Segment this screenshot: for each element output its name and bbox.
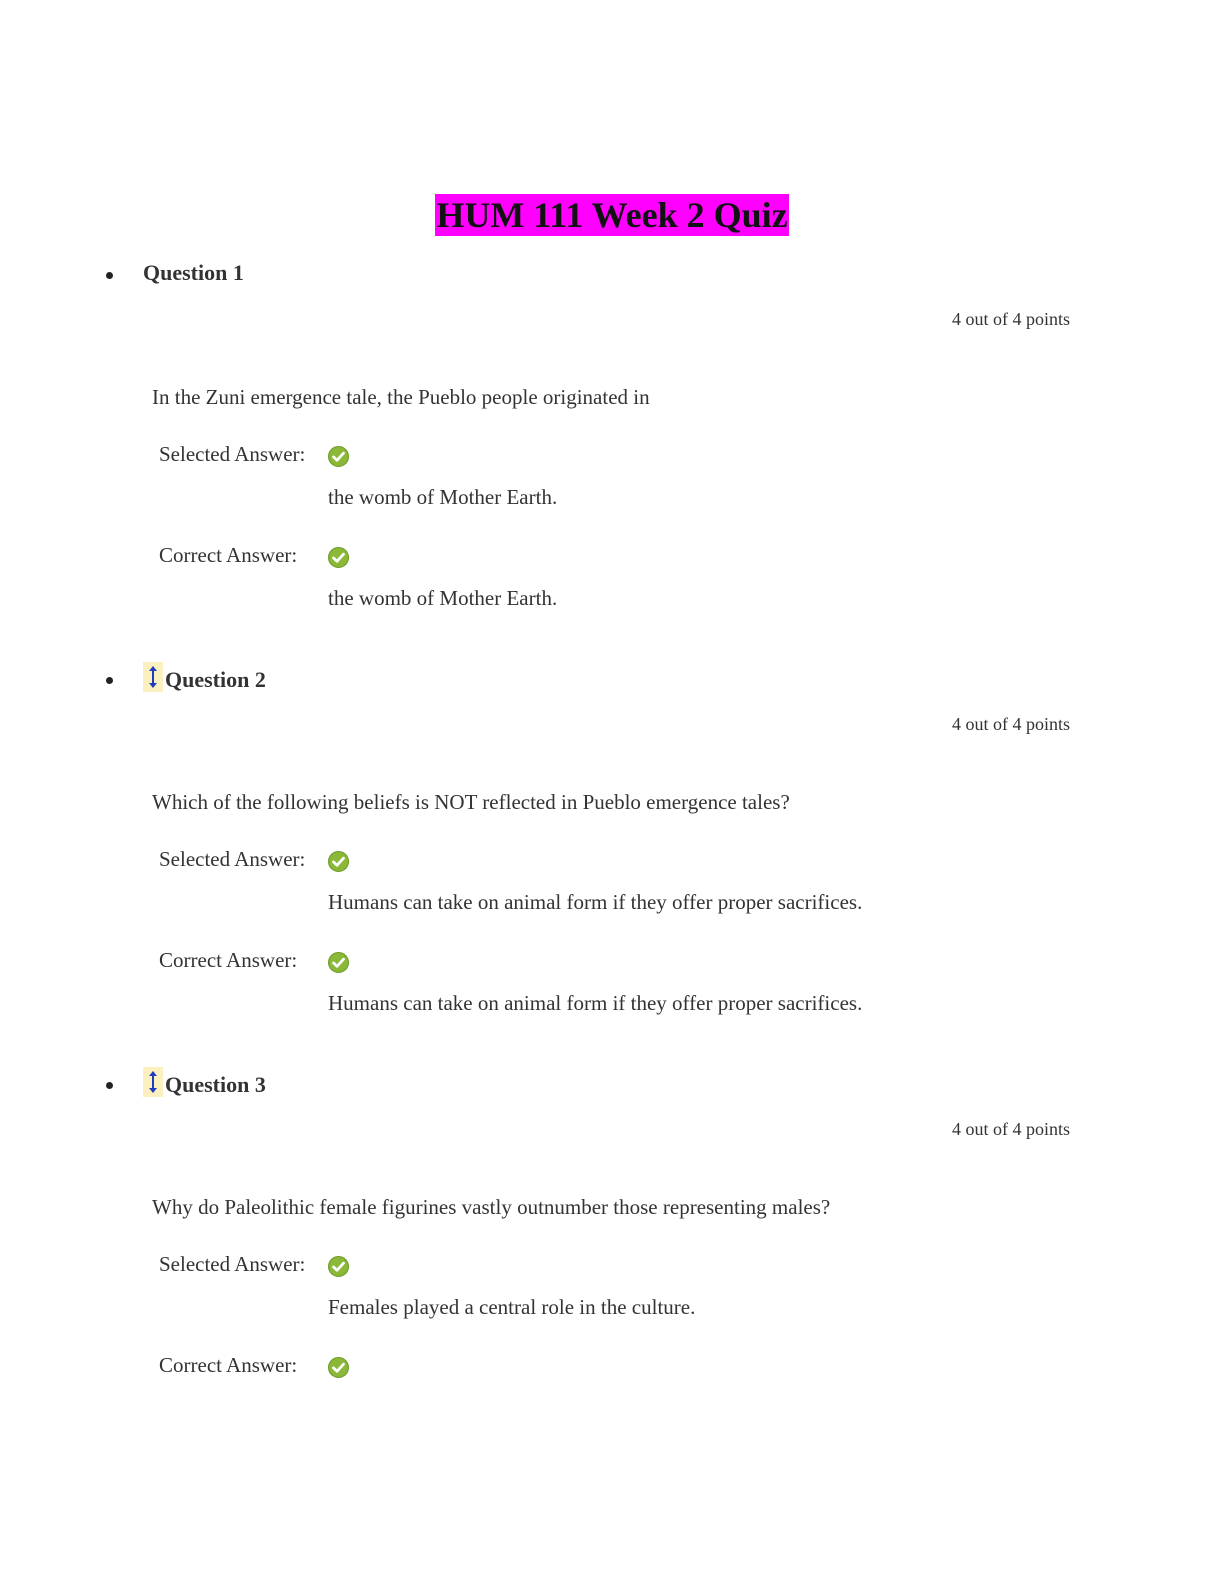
correct-answer-text: Humans can take on animal form if they offer proper sacrifices. — [328, 991, 863, 1015]
points-score: 4 out of 4 points — [951, 1119, 1070, 1139]
bullet-icon — [106, 272, 113, 279]
correct-answer-text: the womb of Mother Earth. — [328, 586, 558, 610]
question-title: Question 3 — [165, 1072, 266, 1097]
drag-handle-icon[interactable] — [143, 1067, 163, 1097]
question-title: Question 1 — [143, 260, 244, 285]
check-circle-icon — [328, 851, 349, 872]
question-text: Which of the following beliefs is NOT reflected in Pueblo emergence tales? — [152, 790, 790, 814]
selected-answer-text: Females played a central role in the culture. — [328, 1295, 696, 1319]
question-heading — [143, 260, 244, 286]
check-circle-icon — [328, 547, 349, 568]
selected-answer-label: Selected Answer: — [159, 442, 306, 466]
bullet-icon — [106, 1082, 113, 1089]
bullet-icon — [106, 677, 113, 684]
points-score: 4 out of 4 points — [951, 309, 1070, 329]
question-title: Question 2 — [165, 667, 266, 692]
question-text: Why do Paleolithic female figurines vastly outnumber those representing males? — [152, 1195, 831, 1219]
drag-handle-icon[interactable] — [143, 662, 163, 692]
title-container — [0, 194, 1224, 236]
page-title: HUM 111 Week 2 Quiz — [436, 195, 788, 235]
check-circle-icon — [328, 1357, 349, 1378]
selected-answer-label: Selected Answer: — [159, 1252, 306, 1276]
correct-answer-label: Correct Answer: — [159, 948, 298, 972]
check-circle-icon — [328, 952, 349, 973]
question-text: In the Zuni emergence tale, the Pueblo people originated in — [152, 385, 650, 409]
selected-answer-text: the womb of Mother Earth. — [328, 485, 558, 509]
check-circle-icon — [328, 1256, 349, 1277]
check-circle-icon — [328, 446, 349, 467]
selected-answer-text: Humans can take on animal form if they offer proper sacrifices. — [328, 890, 863, 914]
question-block-1 — [0, 260, 1224, 640]
question-heading — [143, 1070, 266, 1100]
points-score: 4 out of 4 points — [951, 714, 1070, 734]
selected-answer-label: Selected Answer: — [159, 847, 306, 871]
question-block-3 — [0, 1070, 1224, 1450]
correct-answer-label: Correct Answer: — [159, 1353, 298, 1377]
question-block-2 — [0, 665, 1224, 1045]
question-heading — [143, 665, 266, 695]
correct-answer-label: Correct Answer: — [159, 543, 298, 567]
